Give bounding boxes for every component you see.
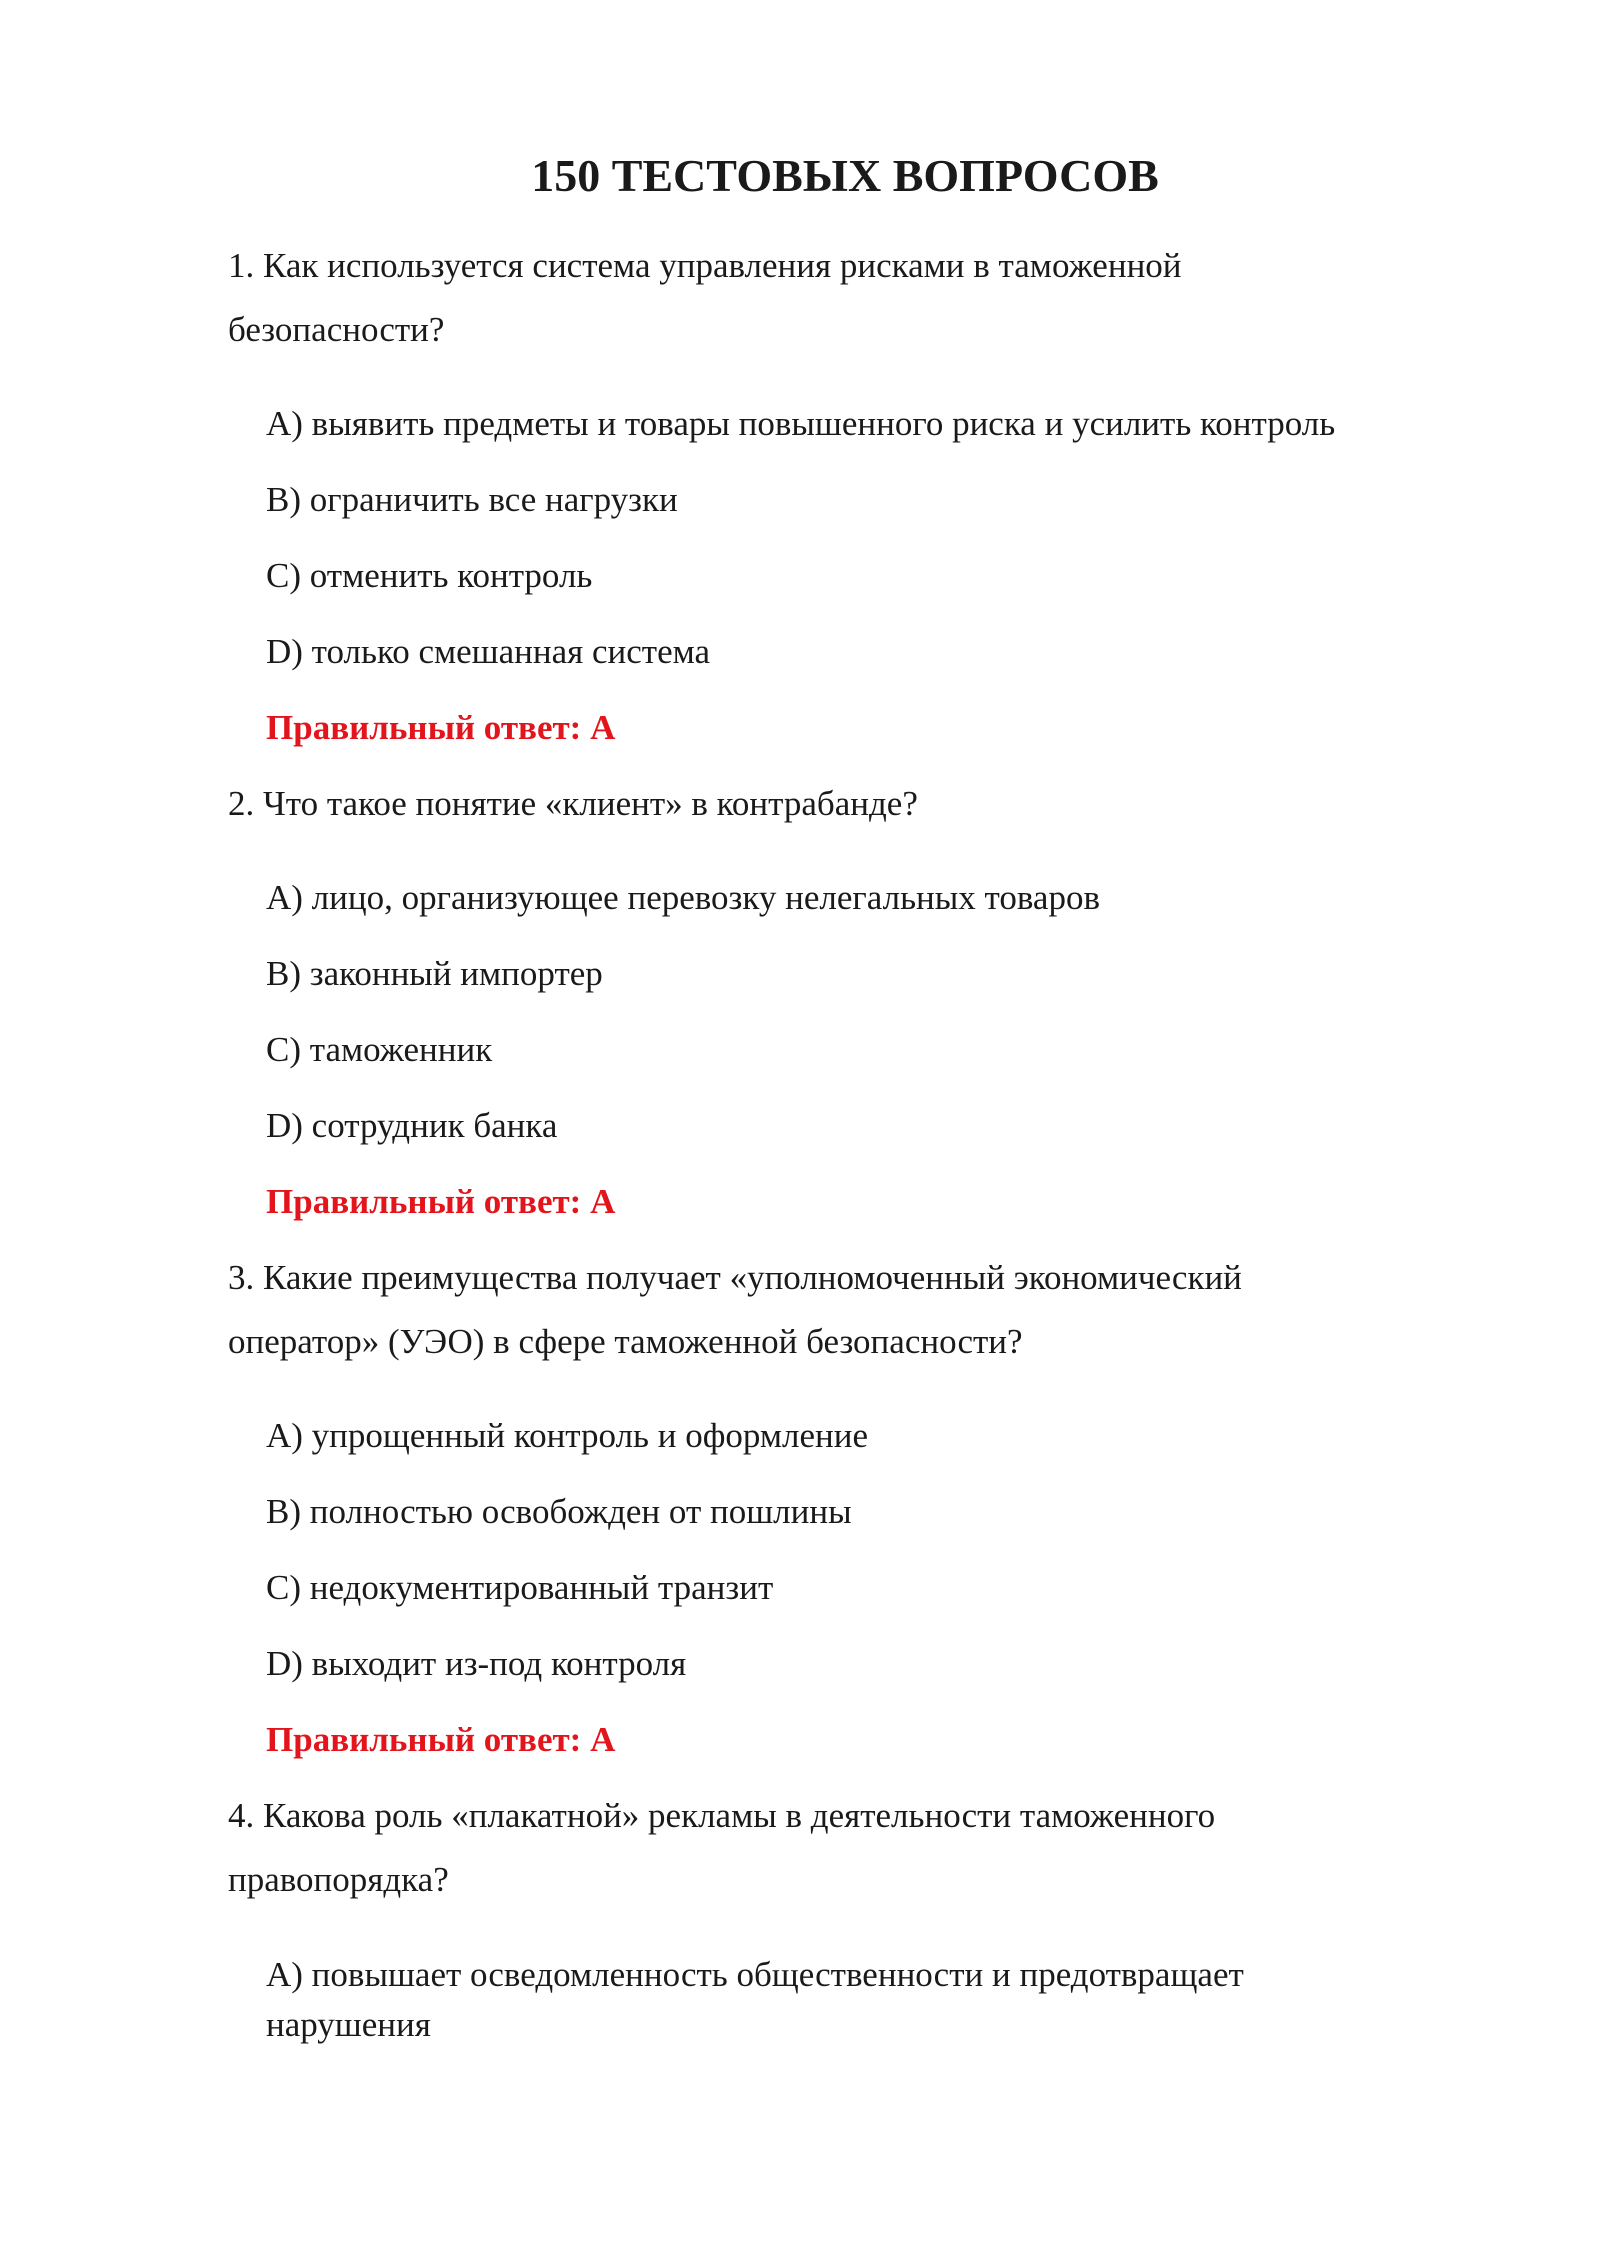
- question-2-text: 2. Что такое понятие «клиент» в контрабанде?: [228, 784, 918, 823]
- question-3-correct-answer: Правильный ответ: A: [266, 1720, 616, 1759]
- question-3-option-b: B) полностью освобожден от пошлины: [266, 1492, 852, 1531]
- question-1-text: 1. Как используется система управления рисками в таможенной безопасности?: [228, 246, 1182, 349]
- question-3-option-d: D) выходит из-под контроля: [266, 1644, 687, 1683]
- question-1-option-c: C) отменить контроль: [266, 556, 593, 595]
- question-1-correct-answer: Правильный ответ: A: [266, 708, 616, 747]
- question-3-option-a: A) упрощенный контроль и оформление: [266, 1416, 869, 1455]
- question-2-correct-answer: Правильный ответ: A: [266, 1182, 616, 1221]
- question-4-option-a: A) повышает осведомленность общественности и предотвращает нарушения: [266, 1955, 1244, 2044]
- question-2-option-d: D) сотрудник банка: [266, 1106, 558, 1145]
- question-2-option-b: B) законный импортер: [266, 954, 603, 993]
- question-3-text: 3. Какие преимущества получает «уполномоченный экономический оператор» (УЭО) в сфере таможенной безопасности?: [228, 1258, 1242, 1361]
- page-title: 150 ТЕСТОВЫХ ВОПРОСОВ: [531, 150, 1159, 201]
- question-4-text: 4. Какова роль «плакатной» рекламы в деятельности таможенного правопорядка?: [228, 1796, 1216, 1899]
- question-3-option-c: C) недокументированный транзит: [266, 1568, 774, 1607]
- question-1-option-b: B) ограничить все нагрузки: [266, 480, 678, 519]
- question-2-option-c: C) таможенник: [266, 1030, 493, 1069]
- question-1-option-d: D) только смешанная система: [266, 632, 711, 671]
- question-2-option-a: A) лицо, организующее перевозку нелегальных товаров: [266, 878, 1100, 917]
- question-1-option-a: A) выявить предметы и товары повышенного риска и усилить контроль: [266, 404, 1336, 443]
